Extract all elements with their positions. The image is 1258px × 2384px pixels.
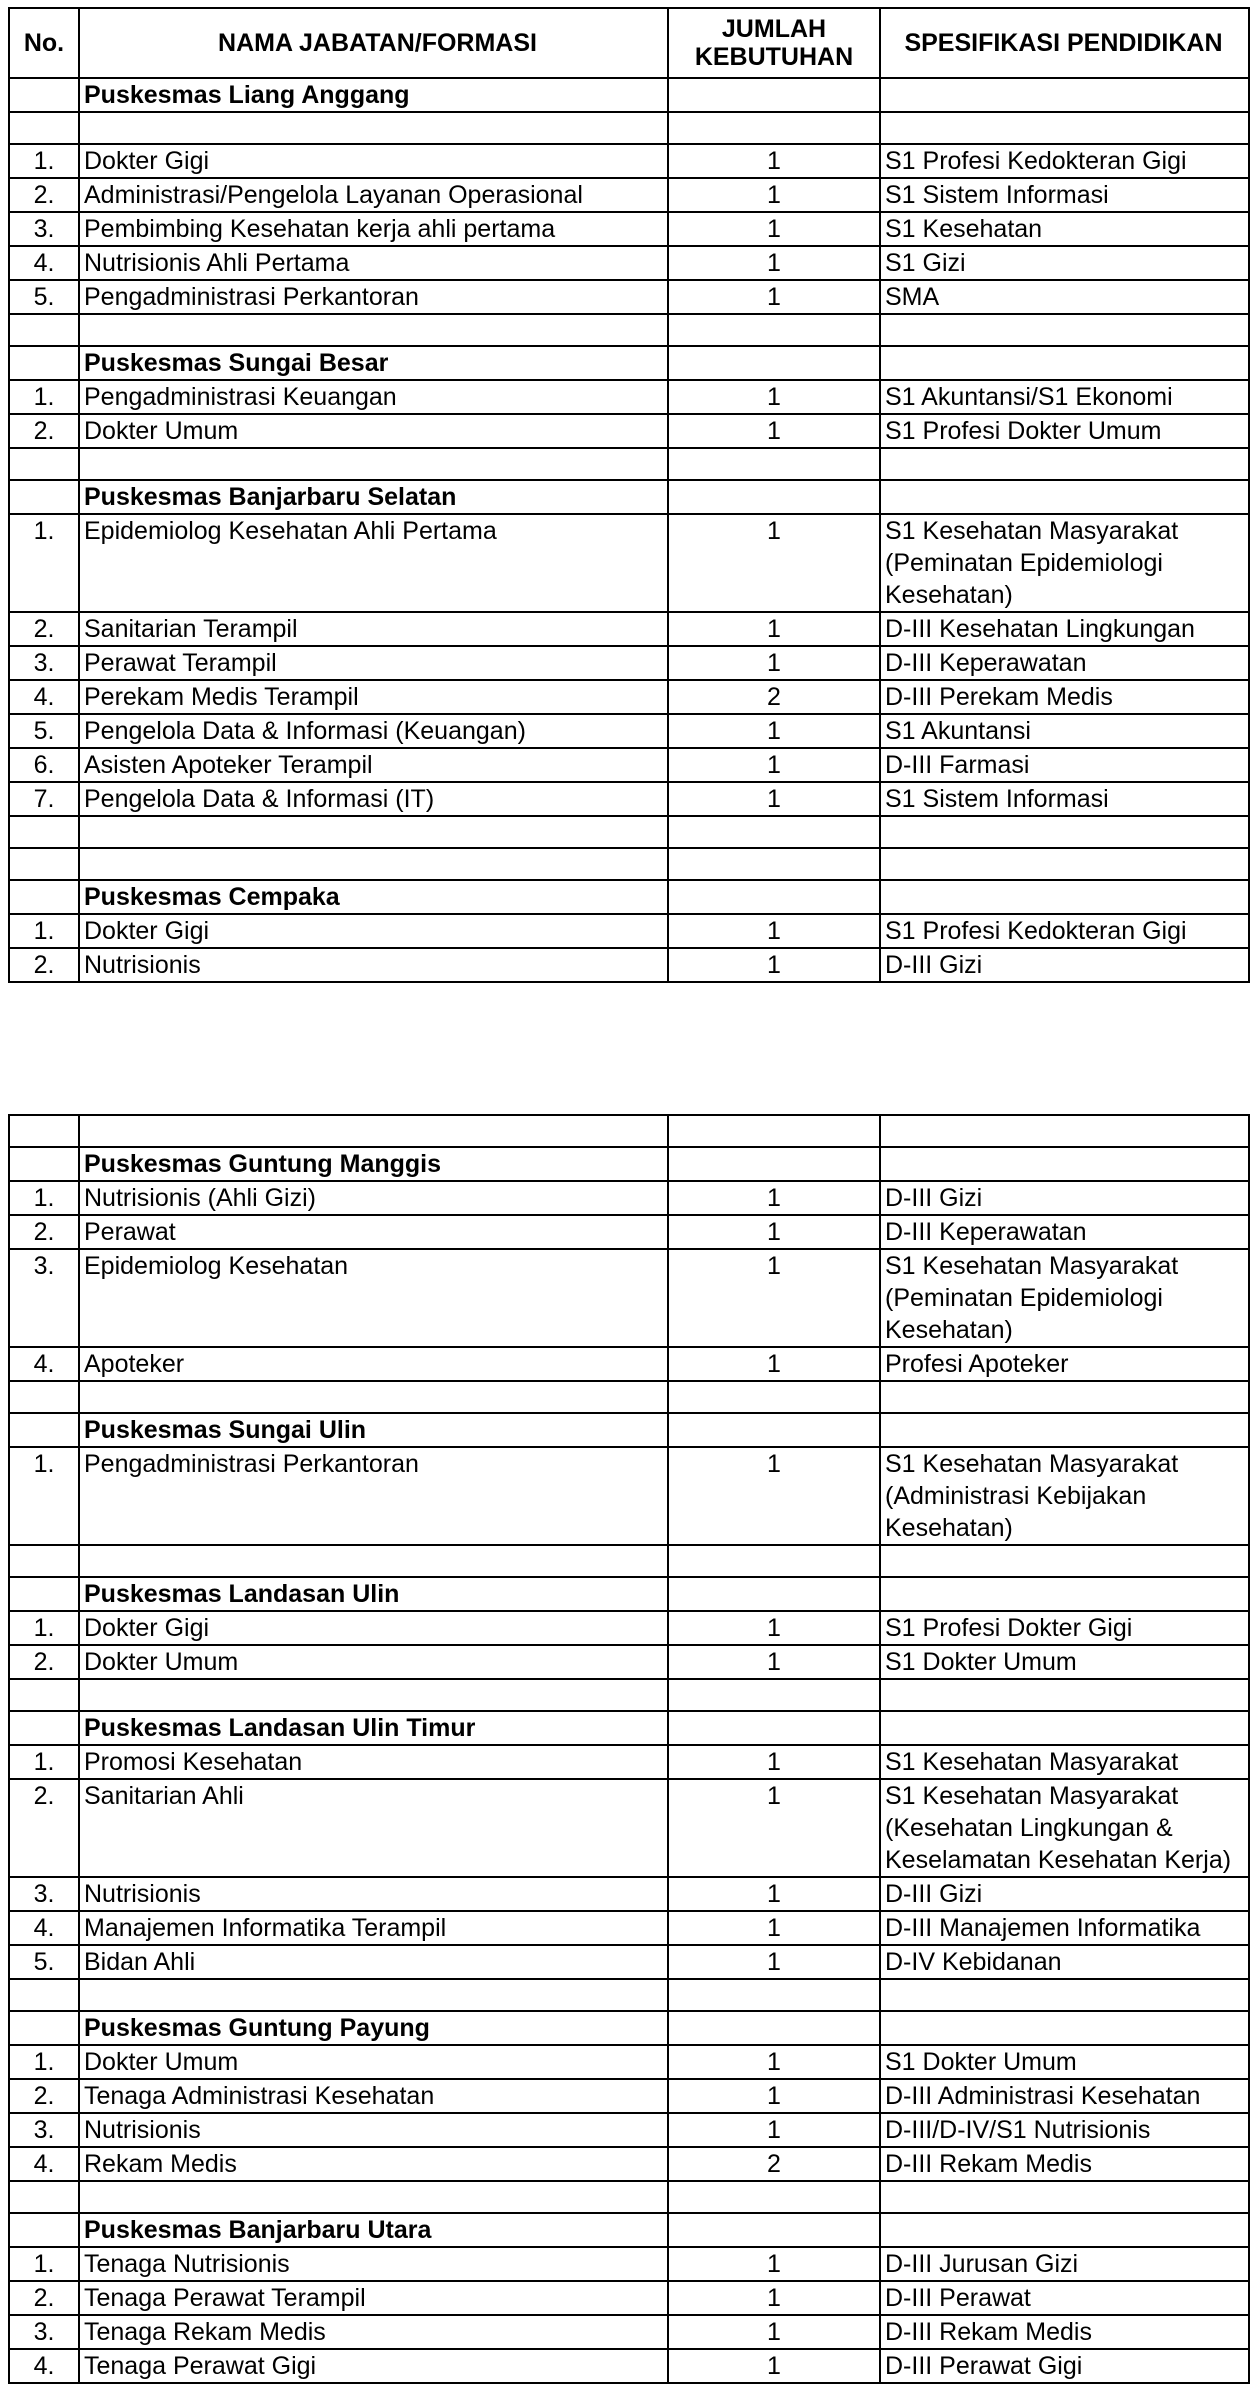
position-name: Dokter Gigi: [79, 914, 668, 948]
row-number: 2.: [9, 1779, 79, 1877]
blank-row: [9, 1979, 1249, 2011]
empty-cell: [880, 816, 1249, 848]
empty-cell: [668, 848, 880, 880]
empty-cell: [668, 1679, 880, 1711]
table-row: [9, 1215, 1249, 1249]
position-name: Rekam Medis: [79, 2147, 668, 2181]
position-name: Nutrisionis: [79, 948, 668, 982]
required-quantity: 1: [668, 2079, 880, 2113]
row-number: 1.: [9, 1181, 79, 1215]
empty-cell: [880, 1115, 1249, 1147]
required-quantity: 1: [668, 212, 880, 246]
position-name: Asisten Apoteker Terampil: [79, 748, 668, 782]
education-spec: S1 Profesi Dokter Umum: [880, 414, 1249, 448]
required-quantity: 1: [668, 178, 880, 212]
empty-cell: [79, 848, 668, 880]
position-name: Tenaga Rekam Medis: [79, 2315, 668, 2349]
row-number: 5.: [9, 280, 79, 314]
education-spec: S1 Akuntansi/S1 Ekonomi: [880, 380, 1249, 414]
empty-cell: [9, 1545, 79, 1577]
row-number: 2.: [9, 2281, 79, 2315]
required-quantity: 2: [668, 2147, 880, 2181]
position-name: Pengadministrasi Perkantoran: [79, 1447, 668, 1545]
position-name: Pengelola Data & Informasi (Keuangan): [79, 714, 668, 748]
table-row: [9, 2147, 1249, 2181]
table-row: [9, 2247, 1249, 2281]
position-name: Pengelola Data & Informasi (IT): [79, 782, 668, 816]
table-row: [9, 782, 1249, 816]
education-spec: D-III Keperawatan: [880, 646, 1249, 680]
required-quantity: 1: [668, 914, 880, 948]
empty-cell: [9, 346, 79, 380]
education-spec: D-III/D-IV/S1 Nutrisionis: [880, 2113, 1249, 2147]
empty-cell: [79, 1115, 668, 1147]
empty-cell: [880, 848, 1249, 880]
table-row: [9, 1779, 1249, 1877]
table-row: [9, 514, 1249, 612]
education-spec: S1 Akuntansi: [880, 714, 1249, 748]
empty-cell: [668, 880, 880, 914]
required-quantity: 1: [668, 1447, 880, 1545]
empty-cell: [9, 314, 79, 346]
blank-row: [9, 448, 1249, 480]
empty-cell: [79, 1381, 668, 1413]
education-spec: S1 Kesehatan: [880, 212, 1249, 246]
education-spec: S1 Kesehatan Masyarakat (Kesehatan Lingkungan & Keselamatan Kesehatan Kerja): [880, 1779, 1249, 1877]
empty-cell: [880, 2181, 1249, 2213]
required-quantity: 1: [668, 748, 880, 782]
empty-cell: [9, 448, 79, 480]
blank-row: [9, 2181, 1249, 2213]
empty-cell: [9, 78, 79, 112]
empty-cell: [668, 314, 880, 346]
row-number: 1.: [9, 914, 79, 948]
table-row: [9, 2315, 1249, 2349]
table-row: [9, 246, 1249, 280]
section-header-row: [9, 880, 1249, 914]
table-row: [9, 612, 1249, 646]
empty-cell: [880, 314, 1249, 346]
table-row: [9, 1645, 1249, 1679]
section-header-row: [9, 346, 1249, 380]
blank-row: [9, 816, 1249, 848]
education-spec: Profesi Apoteker: [880, 1347, 1249, 1381]
blank-row: [9, 112, 1249, 144]
empty-cell: [880, 448, 1249, 480]
position-name: Pengadministrasi Perkantoran: [79, 280, 668, 314]
section-title: Puskesmas Banjarbaru Utara: [79, 2213, 668, 2247]
table-row: [9, 414, 1249, 448]
section-title: Puskesmas Banjarbaru Selatan: [79, 480, 668, 514]
empty-cell: [880, 2011, 1249, 2045]
empty-cell: [9, 1147, 79, 1181]
required-quantity: 1: [668, 2045, 880, 2079]
row-number: 2.: [9, 948, 79, 982]
table-row: [9, 680, 1249, 714]
empty-cell: [880, 1711, 1249, 1745]
required-quantity: 1: [668, 514, 880, 612]
empty-cell: [79, 448, 668, 480]
education-spec: S1 Profesi Kedokteran Gigi: [880, 914, 1249, 948]
position-name: Pembimbing Kesehatan kerja ahli pertama: [79, 212, 668, 246]
section-header-row: [9, 2213, 1249, 2247]
education-spec: D-III Administrasi Kesehatan: [880, 2079, 1249, 2113]
education-spec: S1 Kesehatan Masyarakat (Peminatan Epidemiologi Kesehatan): [880, 1249, 1249, 1347]
education-spec: D-III Kesehatan Lingkungan: [880, 612, 1249, 646]
position-name: Dokter Umum: [79, 2045, 668, 2079]
empty-cell: [9, 816, 79, 848]
required-quantity: 1: [668, 2349, 880, 2383]
table-row: [9, 948, 1249, 982]
section-header-row: [9, 480, 1249, 514]
empty-cell: [9, 1381, 79, 1413]
row-number: 5.: [9, 714, 79, 748]
empty-cell: [9, 1679, 79, 1711]
position-name: Pengadministrasi Keuangan: [79, 380, 668, 414]
table-row: [9, 914, 1249, 948]
table-1-body: [9, 78, 1249, 982]
position-name: Sanitarian Ahli: [79, 1779, 668, 1877]
position-name: Perekam Medis Terampil: [79, 680, 668, 714]
required-quantity: 1: [668, 714, 880, 748]
empty-cell: [9, 2181, 79, 2213]
empty-cell: [880, 1679, 1249, 1711]
table-2-body: [9, 1115, 1249, 2383]
position-name: Tenaga Perawat Terampil: [79, 2281, 668, 2315]
empty-cell: [668, 816, 880, 848]
table-header-row: [9, 8, 1249, 78]
education-spec: S1 Sistem Informasi: [880, 782, 1249, 816]
empty-cell: [668, 1147, 880, 1181]
blank-row: [9, 314, 1249, 346]
position-name: Dokter Umum: [79, 414, 668, 448]
required-quantity: 1: [668, 1181, 880, 1215]
table-row: [9, 280, 1249, 314]
empty-cell: [880, 1979, 1249, 2011]
row-number: 4.: [9, 2349, 79, 2383]
required-quantity: 1: [668, 280, 880, 314]
blank-row: [9, 1381, 1249, 1413]
position-name: Perawat Terampil: [79, 646, 668, 680]
position-name: Epidemiolog Kesehatan Ahli Pertama: [79, 514, 668, 612]
position-name: Manajemen Informatika Terampil: [79, 1911, 668, 1945]
position-name: Nutrisionis (Ahli Gizi): [79, 1181, 668, 1215]
education-spec: SMA: [880, 280, 1249, 314]
empty-cell: [668, 2213, 880, 2247]
required-quantity: 1: [668, 2281, 880, 2315]
position-name: Dokter Gigi: [79, 144, 668, 178]
table-row: [9, 1347, 1249, 1381]
empty-cell: [9, 1577, 79, 1611]
row-number: 4.: [9, 246, 79, 280]
table-row: [9, 1611, 1249, 1645]
table-row: [9, 1945, 1249, 1979]
empty-cell: [79, 1979, 668, 2011]
formation-table-2: [8, 1114, 1250, 2384]
required-quantity: 1: [668, 1611, 880, 1645]
position-name: Nutrisionis Ahli Pertama: [79, 246, 668, 280]
section-header-row: [9, 1413, 1249, 1447]
required-quantity: 1: [668, 2247, 880, 2281]
empty-cell: [668, 78, 880, 112]
empty-cell: [9, 2011, 79, 2045]
position-name: Promosi Kesehatan: [79, 1745, 668, 1779]
row-number: 3.: [9, 2113, 79, 2147]
required-quantity: 1: [668, 1945, 880, 1979]
empty-cell: [9, 1413, 79, 1447]
empty-cell: [880, 1147, 1249, 1181]
required-quantity: 1: [668, 1911, 880, 1945]
table-row: [9, 1249, 1249, 1347]
education-spec: S1 Kesehatan Masyarakat: [880, 1745, 1249, 1779]
position-name: Dokter Umum: [79, 1645, 668, 1679]
education-spec: S1 Kesehatan Masyarakat (Peminatan Epidemiologi Kesehatan): [880, 514, 1249, 612]
required-quantity: 1: [668, 1645, 880, 1679]
row-number: 1.: [9, 2247, 79, 2281]
row-number: 1.: [9, 514, 79, 612]
education-spec: D-III Perawat: [880, 2281, 1249, 2315]
row-number: 1.: [9, 144, 79, 178]
table-row: [9, 714, 1249, 748]
empty-cell: [668, 1115, 880, 1147]
row-number: 1.: [9, 1611, 79, 1645]
section-title: Puskesmas Sungai Besar: [79, 346, 668, 380]
section-header-row: [9, 1147, 1249, 1181]
row-number: 3.: [9, 646, 79, 680]
table-row: [9, 2045, 1249, 2079]
table-row: [9, 212, 1249, 246]
education-spec: D-III Perawat Gigi: [880, 2349, 1249, 2383]
row-number: 3.: [9, 212, 79, 246]
row-number: 4.: [9, 1911, 79, 1945]
empty-cell: [9, 848, 79, 880]
education-spec: S1 Gizi: [880, 246, 1249, 280]
empty-cell: [668, 2011, 880, 2045]
position-name: Nutrisionis: [79, 2113, 668, 2147]
empty-cell: [668, 1381, 880, 1413]
empty-cell: [79, 1679, 668, 1711]
education-spec: S1 Dokter Umum: [880, 1645, 1249, 1679]
section-title: Puskesmas Sungai Ulin: [79, 1413, 668, 1447]
empty-cell: [668, 480, 880, 514]
row-number: 2.: [9, 612, 79, 646]
education-spec: D-III Rekam Medis: [880, 2315, 1249, 2349]
education-spec: D-IV Kebidanan: [880, 1945, 1249, 1979]
empty-cell: [668, 112, 880, 144]
section-title: Puskesmas Guntung Payung: [79, 2011, 668, 2045]
position-name: Nutrisionis: [79, 1877, 668, 1911]
row-number: 1.: [9, 1447, 79, 1545]
row-number: 4.: [9, 2147, 79, 2181]
table-row: [9, 1911, 1249, 1945]
required-quantity: 1: [668, 1249, 880, 1347]
table-row: [9, 178, 1249, 212]
table-row: [9, 2349, 1249, 2383]
empty-cell: [9, 2213, 79, 2247]
education-spec: D-III Rekam Medis: [880, 2147, 1249, 2181]
required-quantity: 1: [668, 144, 880, 178]
blank-row: [9, 1115, 1249, 1147]
section-title: Puskesmas Landasan Ulin: [79, 1577, 668, 1611]
position-name: Tenaga Administrasi Kesehatan: [79, 2079, 668, 2113]
education-spec: D-III Gizi: [880, 1181, 1249, 1215]
position-name: Apoteker: [79, 1347, 668, 1381]
table-row: [9, 748, 1249, 782]
table-row: [9, 1181, 1249, 1215]
table-row: [9, 646, 1249, 680]
required-quantity: 1: [668, 1779, 880, 1877]
empty-cell: [880, 880, 1249, 914]
required-quantity: 1: [668, 1745, 880, 1779]
education-spec: D-III Manajemen Informatika: [880, 1911, 1249, 1945]
section-header-row: [9, 78, 1249, 112]
education-spec: D-III Gizi: [880, 948, 1249, 982]
education-spec: D-III Jurusan Gizi: [880, 2247, 1249, 2281]
header-no: No.: [9, 8, 79, 78]
position-name: Dokter Gigi: [79, 1611, 668, 1645]
empty-cell: [880, 1381, 1249, 1413]
empty-cell: [79, 1545, 668, 1577]
empty-cell: [880, 480, 1249, 514]
required-quantity: 1: [668, 2315, 880, 2349]
empty-cell: [79, 2181, 668, 2213]
section-header-row: [9, 1711, 1249, 1745]
table-row: [9, 1745, 1249, 1779]
required-quantity: 1: [668, 380, 880, 414]
empty-cell: [668, 1711, 880, 1745]
row-number: 2.: [9, 1645, 79, 1679]
position-name: Tenaga Perawat Gigi: [79, 2349, 668, 2383]
required-quantity: 1: [668, 612, 880, 646]
row-number: 2.: [9, 414, 79, 448]
empty-cell: [880, 78, 1249, 112]
position-name: Bidan Ahli: [79, 1945, 668, 1979]
empty-cell: [880, 346, 1249, 380]
education-spec: S1 Profesi Kedokteran Gigi: [880, 144, 1249, 178]
empty-cell: [9, 1711, 79, 1745]
empty-cell: [880, 2213, 1249, 2247]
header-education-spec: SPESIFIKASI PENDIDIKAN: [880, 8, 1249, 78]
education-spec: D-III Keperawatan: [880, 1215, 1249, 1249]
empty-cell: [9, 112, 79, 144]
empty-cell: [9, 1115, 79, 1147]
table-row: [9, 2281, 1249, 2315]
formation-table-1: [8, 7, 1250, 983]
section-header-row: [9, 2011, 1249, 2045]
position-name: Epidemiolog Kesehatan: [79, 1249, 668, 1347]
blank-row: [9, 1679, 1249, 1711]
required-quantity: 1: [668, 2113, 880, 2147]
empty-cell: [880, 112, 1249, 144]
row-number: 1.: [9, 1745, 79, 1779]
empty-cell: [668, 346, 880, 380]
empty-cell: [668, 2181, 880, 2213]
position-name: Sanitarian Terampil: [79, 612, 668, 646]
education-spec: D-III Perekam Medis: [880, 680, 1249, 714]
table-row: [9, 1447, 1249, 1545]
row-number: 5.: [9, 1945, 79, 1979]
education-spec: S1 Profesi Dokter Gigi: [880, 1611, 1249, 1645]
section-title: Puskesmas Guntung Manggis: [79, 1147, 668, 1181]
education-spec: S1 Sistem Informasi: [880, 178, 1249, 212]
required-quantity: 1: [668, 414, 880, 448]
section-title: Puskesmas Cempaka: [79, 880, 668, 914]
row-number: 3.: [9, 2315, 79, 2349]
blank-row: [9, 848, 1249, 880]
blank-row: [9, 1545, 1249, 1577]
empty-cell: [9, 1979, 79, 2011]
empty-cell: [880, 1577, 1249, 1611]
section-header-row: [9, 1577, 1249, 1611]
required-quantity: 1: [668, 782, 880, 816]
section-title: Puskesmas Landasan Ulin Timur: [79, 1711, 668, 1745]
table-row: [9, 2113, 1249, 2147]
row-number: 2.: [9, 178, 79, 212]
table-row: [9, 2079, 1249, 2113]
position-name: Administrasi/Pengelola Layanan Operasional: [79, 178, 668, 212]
row-number: 3.: [9, 1877, 79, 1911]
row-number: 2.: [9, 2079, 79, 2113]
row-number: 4.: [9, 680, 79, 714]
education-spec: D-III Gizi: [880, 1877, 1249, 1911]
empty-cell: [880, 1413, 1249, 1447]
required-quantity: 1: [668, 1347, 880, 1381]
position-name: Tenaga Nutrisionis: [79, 2247, 668, 2281]
education-spec: S1 Dokter Umum: [880, 2045, 1249, 2079]
empty-cell: [79, 314, 668, 346]
header-position-name: NAMA JABATAN/FORMASI: [79, 8, 668, 78]
empty-cell: [668, 1577, 880, 1611]
education-spec: S1 Kesehatan Masyarakat (Administrasi Kebijakan Kesehatan): [880, 1447, 1249, 1545]
empty-cell: [668, 1413, 880, 1447]
row-number: 6.: [9, 748, 79, 782]
empty-cell: [880, 1545, 1249, 1577]
table-row: [9, 1877, 1249, 1911]
required-quantity: 1: [668, 246, 880, 280]
row-number: 2.: [9, 1215, 79, 1249]
empty-cell: [79, 816, 668, 848]
empty-cell: [9, 480, 79, 514]
required-quantity: 2: [668, 680, 880, 714]
header-quantity: JUMLAH KEBUTUHAN: [668, 8, 880, 78]
required-quantity: 1: [668, 1877, 880, 1911]
section-title: Puskesmas Liang Anggang: [79, 78, 668, 112]
row-number: 4.: [9, 1347, 79, 1381]
empty-cell: [668, 448, 880, 480]
empty-cell: [79, 112, 668, 144]
table-row: [9, 144, 1249, 178]
table-row: [9, 380, 1249, 414]
education-spec: D-III Farmasi: [880, 748, 1249, 782]
row-number: 3.: [9, 1249, 79, 1347]
row-number: 1.: [9, 2045, 79, 2079]
row-number: 7.: [9, 782, 79, 816]
row-number: 1.: [9, 380, 79, 414]
empty-cell: [668, 1545, 880, 1577]
position-name: Perawat: [79, 1215, 668, 1249]
empty-cell: [668, 1979, 880, 2011]
required-quantity: 1: [668, 1215, 880, 1249]
required-quantity: 1: [668, 948, 880, 982]
required-quantity: 1: [668, 646, 880, 680]
empty-cell: [9, 880, 79, 914]
